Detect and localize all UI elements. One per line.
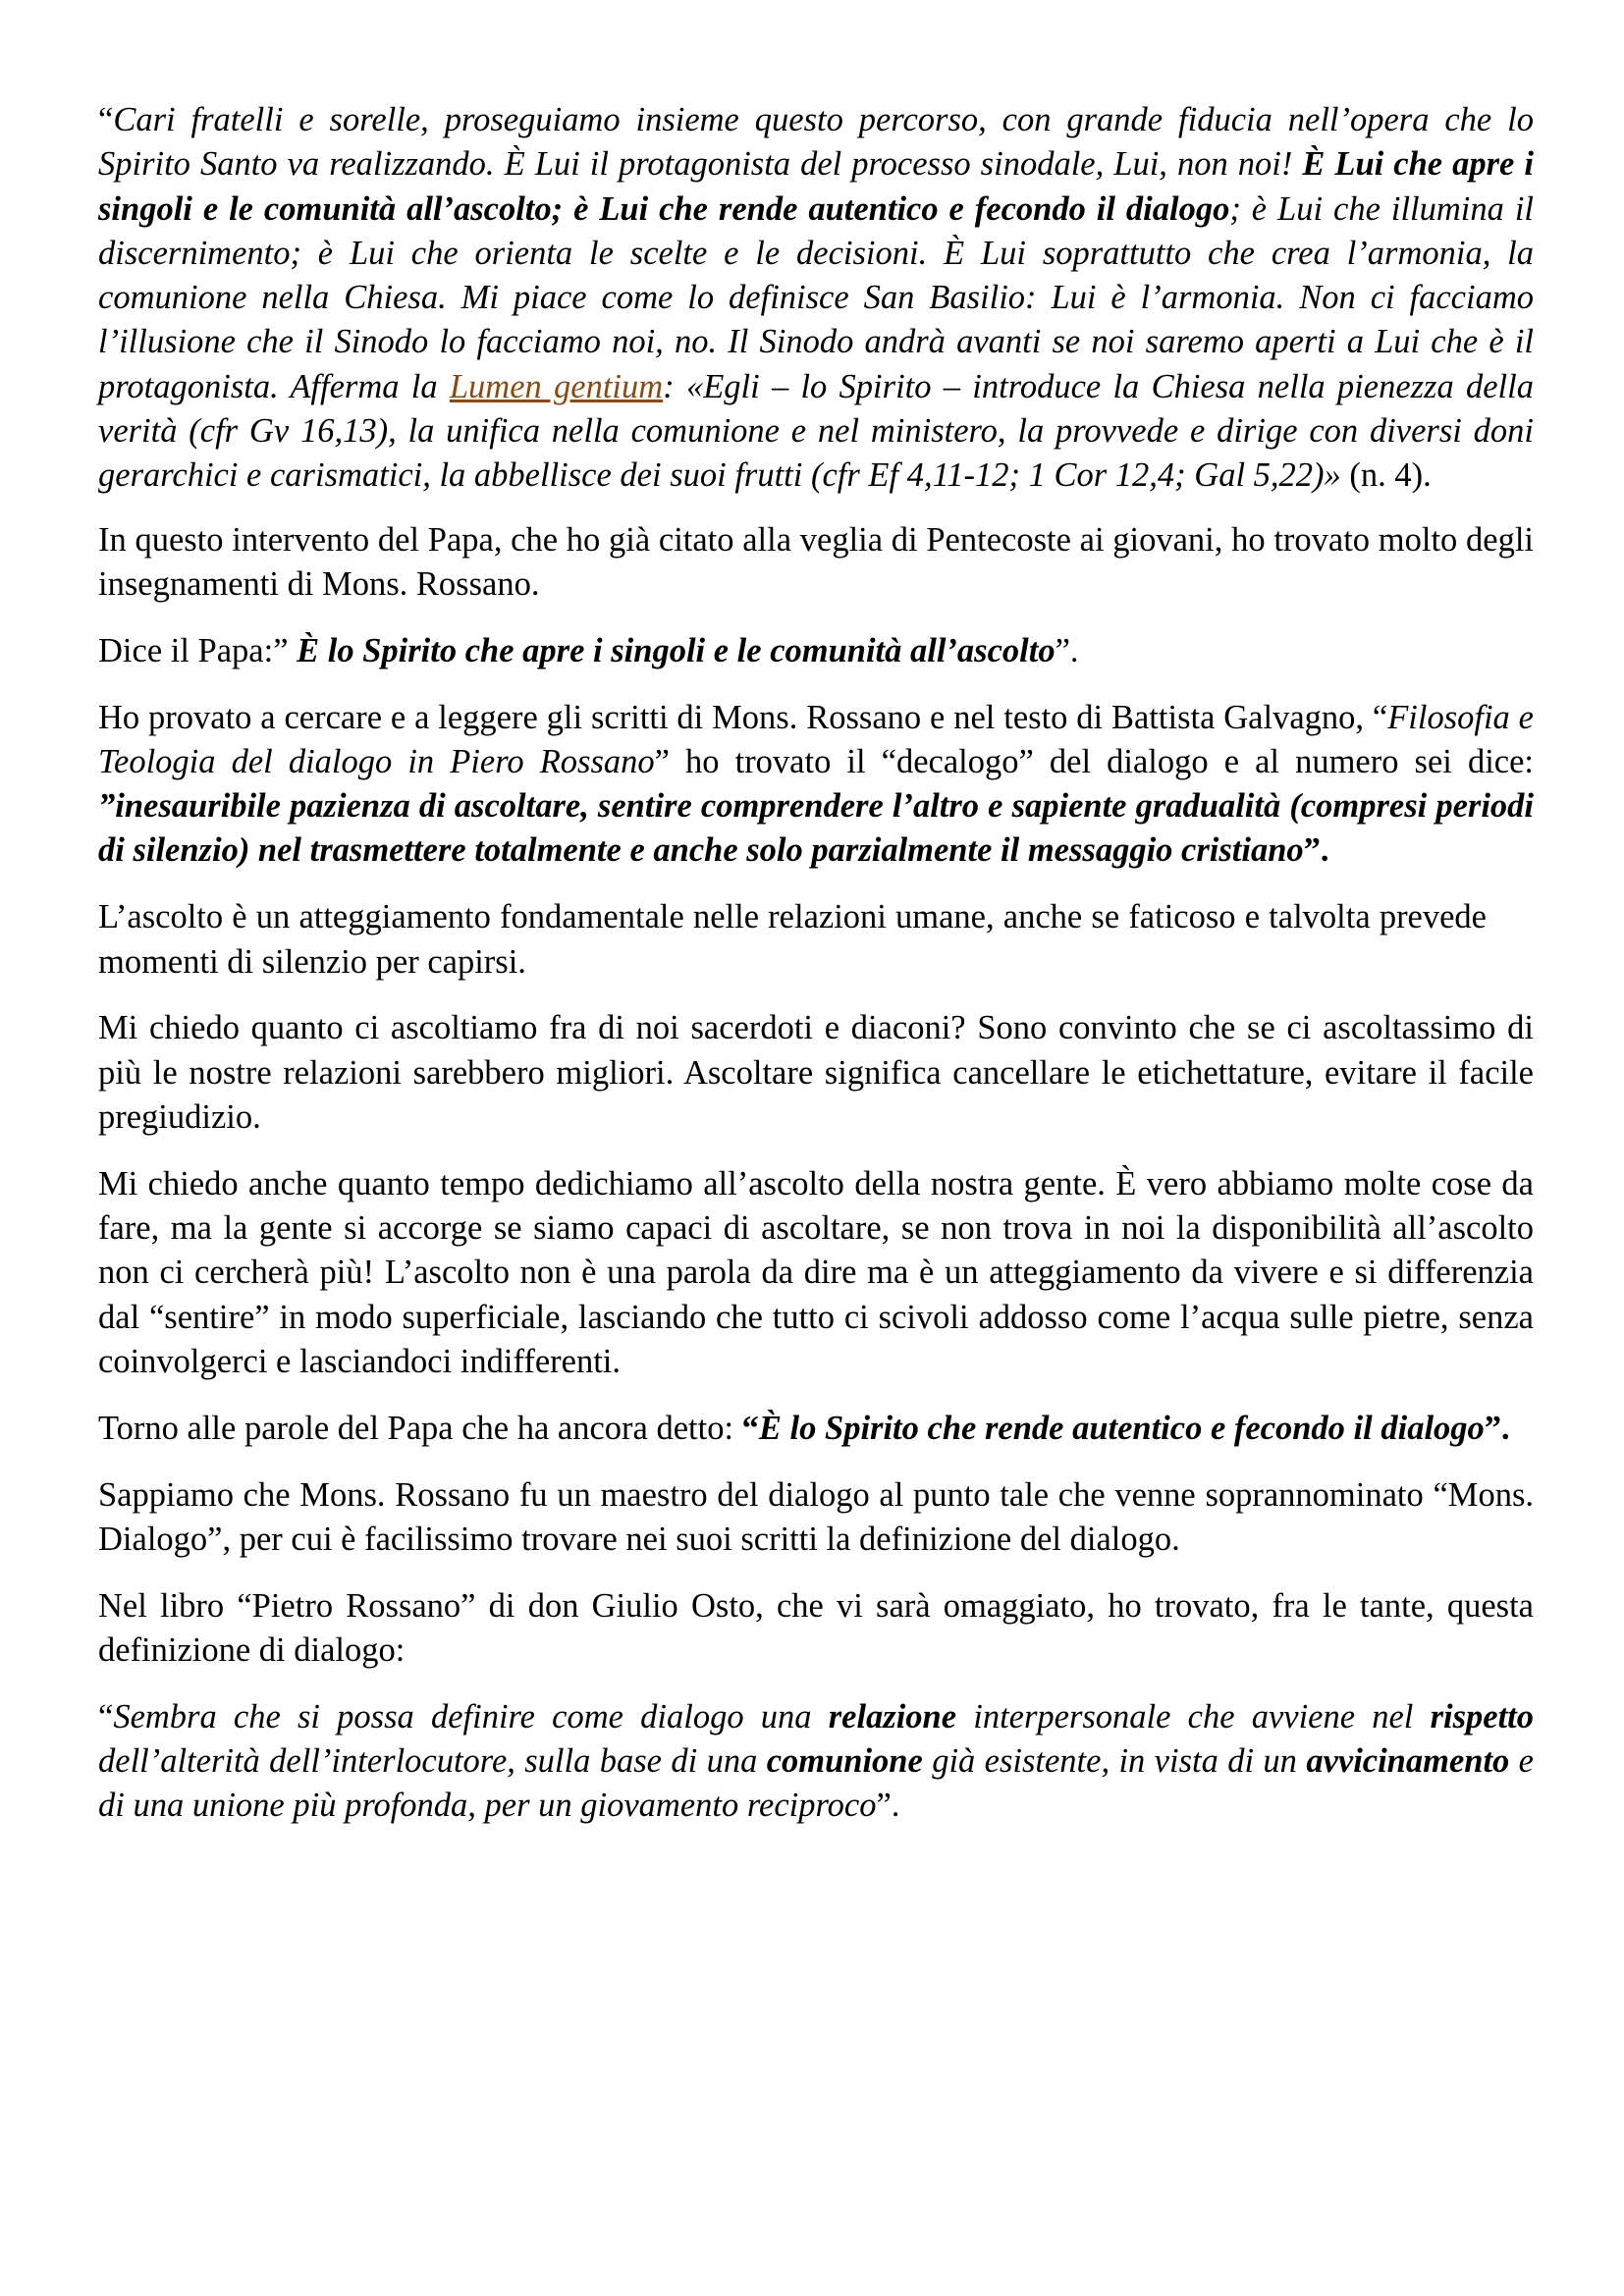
text-segment: ”. <box>1303 831 1329 870</box>
text-segment: Cari fratelli e sorelle, proseguiamo insieme questo percorso, con grande fiducia nell’opera che lo Spirito Santo va realizzando. È Lui il protagonista del processo sinodale, Lui, non noi! <box>98 101 1534 184</box>
text-segment: ”. <box>1055 631 1079 669</box>
text-segment: “ <box>98 1697 114 1735</box>
paragraph-nostra-gente <box>98 1162 1534 1384</box>
text-segment: comunione <box>766 1742 923 1780</box>
text-segment: interpersonale che avviene nel <box>956 1697 1431 1735</box>
paragraph-ascolto-atteggiamento <box>98 895 1534 985</box>
text-segment: Sappiamo che Mons. Rossano fu un maestro del dialogo al punto tale che venne soprannominato “Mons. Dialogo”, per cui è facilissimo trovare nei suoi scritti la definizione del dialogo. <box>98 1475 1534 1558</box>
text-segment: ; è Lui che illumina il discernimento; è Lui che orienta le scelte e le decisioni. È Lui soprattutto che crea l’armonia, la comunione nella Chiesa. Mi piace come lo definisce San Basilio: Lui è l’armonia. Non ci facciamo l’illusione che il Sinodo lo facciamo noi, no. Il Sinodo andrà avanti se noi saremo aperti a Lui che è il protagonista. Afferma la <box>98 189 1534 405</box>
text-segment: ”. <box>1484 1409 1510 1447</box>
text-segment: Dice il Papa:” <box>98 631 298 669</box>
paragraph-intervento <box>98 518 1534 608</box>
paragraph-dice-il-papa <box>98 629 1534 673</box>
text-segment: Nel libro “Pietro Rossano” di don Giulio Osto, che vi sarà omaggiato, ho trovato, fra le tante, questa definizione di dialogo: <box>98 1586 1534 1669</box>
text-segment: Sembra che si possa definire come dialogo una <box>113 1697 829 1735</box>
paragraph-mons-dialogo <box>98 1473 1534 1563</box>
text-segment: Torno alle parole del Papa che ha ancora detto: <box>98 1409 742 1447</box>
text-segment: ”. <box>876 1787 900 1825</box>
text-segment: relazione <box>828 1697 957 1735</box>
document-page <box>98 98 1534 1850</box>
text-segment: L’ascolto è un atteggiamento fondamentale nelle relazioni umane, anche se faticoso e talvolta prevede momenti di silenzio per capirsi. <box>98 898 1487 981</box>
text-segment: rispetto <box>1430 1697 1534 1735</box>
paragraph-papa-quote <box>98 98 1534 499</box>
text-segment: avvicinamento <box>1306 1742 1510 1780</box>
text-segment: (n. 4). <box>1340 456 1432 495</box>
text-segment: È lo Spirito che rende autentico e fecondo il dialogo <box>758 1409 1485 1447</box>
text-segment: In questo intervento del Papa, che ho già citato alla veglia di Pentecoste ai giovani, ho trovato molto degli insegnamenti di Mons. Rossano. <box>98 520 1534 603</box>
text-segment: È Lui che apre i singoli e le comunità all’ascolto; è Lui che rende autentico e fecondo il dialogo <box>98 145 1534 228</box>
paragraph-libro-osto <box>98 1584 1534 1674</box>
paragraph-definizione <box>98 1695 1534 1829</box>
paragraph-decalogo <box>98 696 1534 874</box>
lumen-gentium-link[interactable]: Lumen gentium <box>449 367 664 405</box>
text-segment: È lo Spirito che apre i singoli e le comunità all’ascolto <box>297 631 1056 669</box>
text-segment: Mi chiedo anche quanto tempo dedichiamo all’ascolto della nostra gente. È vero abbiamo molte cose da fare, ma la gente si accorge se siamo capaci di ascoltare, se non trova in noi la disponibilità all’ascolto non ci cercherà più! L’ascolto non è una parola da dire ma è un atteggiamento da vivere e si differenzia dal “sentire” in modo superficiale, lasciando che tutto ci scivoli addosso come l’acqua sulle pietre, senza coinvolgerci e lasciandoci indifferenti. <box>98 1164 1534 1380</box>
text-segment: ”inesauribile pazienza di ascoltare, sentire comprendere l’altro e sapiente gradualità (compresi periodi di silenzio) nel trasmettere totalmente e anche solo parzialmente il messaggio cristiano <box>98 787 1534 870</box>
paragraph-torno-parole <box>98 1407 1534 1451</box>
text-segment: e di una unione più profonda, per un giovamento reciproco <box>98 1742 1534 1825</box>
text-segment: Mi chiedo quanto ci ascoltiamo fra di noi sacerdoti e diaconi? Sono convinto che se ci ascoltassimo di più le nostre relazioni sarebbero migliori. Ascoltare significa cancellare le etichettature, evitare il facile pregiudizio. <box>98 1009 1534 1136</box>
text-segment: “ <box>741 1409 759 1447</box>
text-segment: : «Egli – lo Spirito – introduce la Chiesa nella pienezza della verità (cfr Gv 16,13), la unifica nella comunione e nel ministero, la provvede e dirige con diversi doni gerarchici e carismatici, la abbellisce dei suoi frutti (cfr Ef 4,11-12; 1 Cor 12,4; Gal 5,22)» <box>98 367 1534 495</box>
text-segment: ” ho trovato il “decalogo” del dialogo e al numero sei dice: <box>654 742 1535 780</box>
text-segment: “ <box>98 101 114 138</box>
text-segment: Ho provato a cercare e a leggere gli scritti di Mons. Rossano e nel testo di Battista Galvagno, “ <box>98 698 1388 736</box>
text-segment: Filosofia e Teologia del dialogo in Piero Rossano <box>98 698 1534 780</box>
paragraph-sacerdoti-diaconi <box>98 1006 1534 1140</box>
text-segment: già esistente, in vista di un <box>922 1742 1307 1780</box>
text-segment: dell’alterità dell’interlocutore, sulla base di una <box>98 1742 767 1780</box>
